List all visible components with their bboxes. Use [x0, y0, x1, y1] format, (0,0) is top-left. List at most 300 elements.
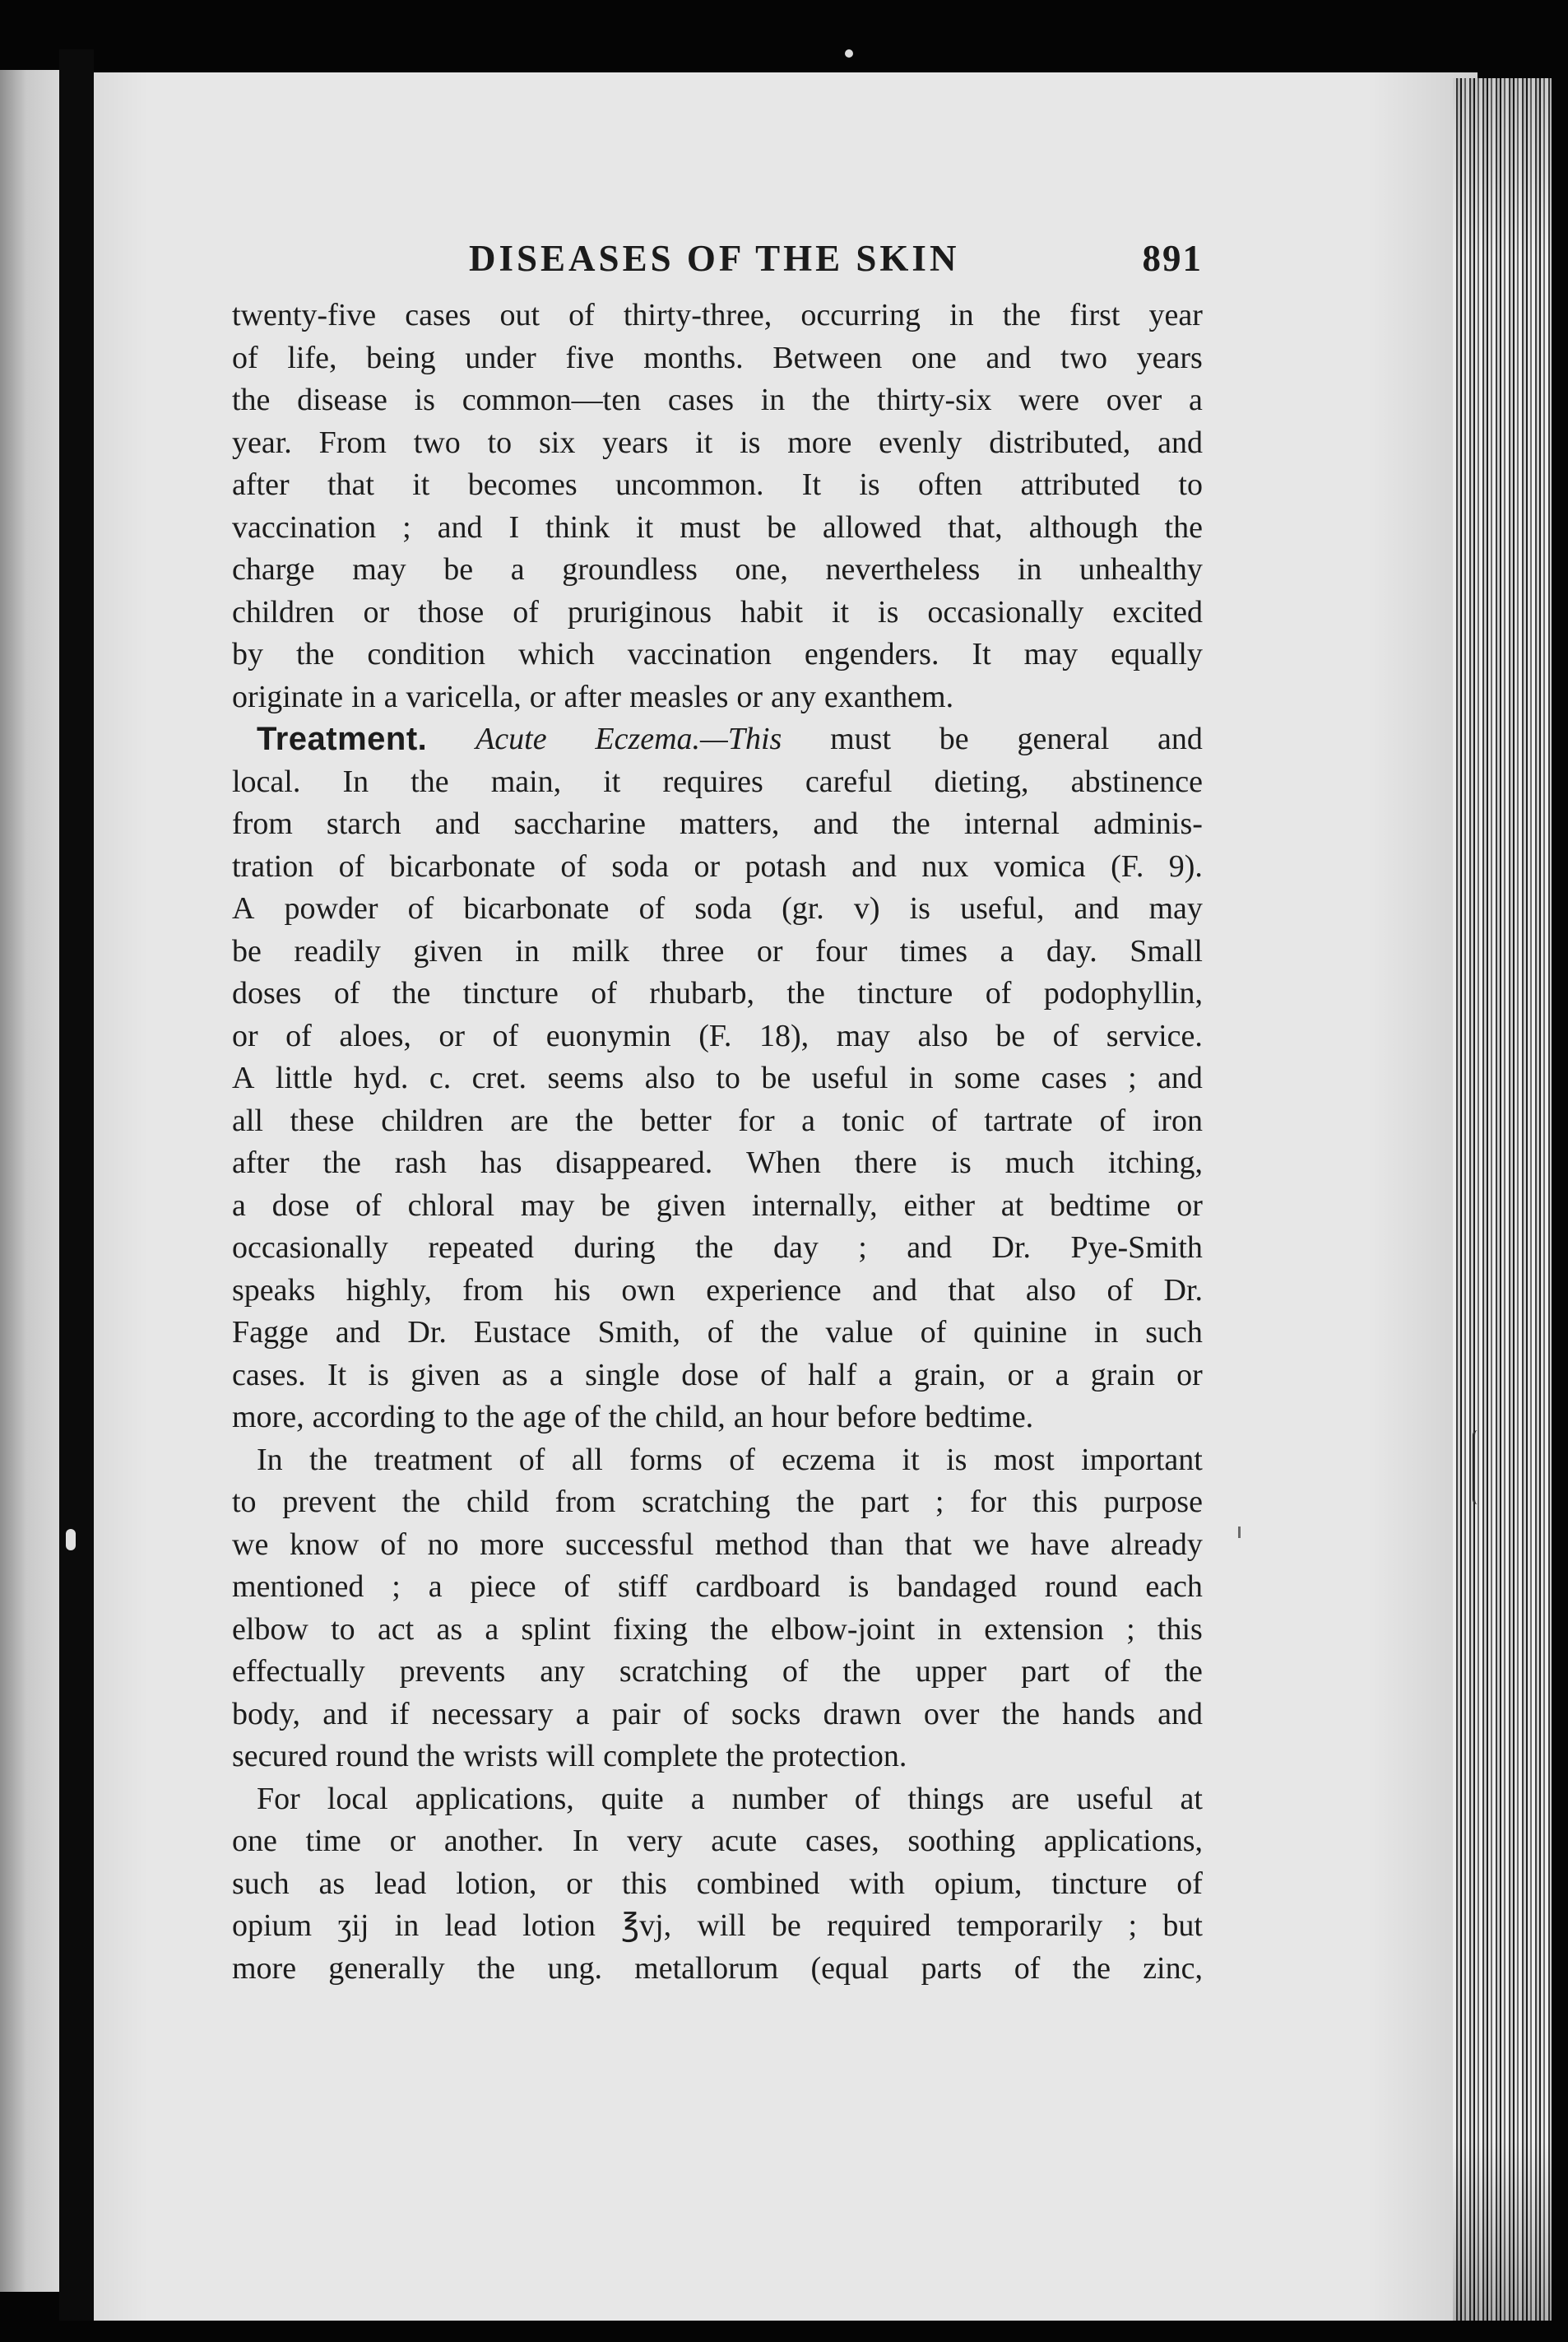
word: grain, [913, 1357, 986, 1392]
word: over [923, 1696, 980, 1731]
word: another. [443, 1824, 545, 1858]
text-line [232, 1609, 1203, 1652]
word: at [1000, 1187, 1024, 1223]
word: round [1044, 1569, 1118, 1604]
word: a [1055, 1357, 1069, 1392]
word: evenly [879, 425, 963, 460]
word: be [767, 509, 796, 545]
word: of [931, 1103, 958, 1138]
word: as [436, 1611, 463, 1647]
word: some [953, 1061, 1021, 1095]
word: of [564, 1569, 591, 1604]
word: excited [1112, 594, 1203, 630]
word: rhubarb, [649, 976, 754, 1011]
word: day. [1046, 933, 1097, 969]
text-line [232, 1355, 1203, 1397]
word: part [861, 1485, 910, 1519]
word: elbow-joint [770, 1611, 916, 1647]
text-line [232, 1566, 1203, 1609]
word: scratching [619, 1654, 749, 1689]
text-line [232, 507, 1203, 550]
word: years [602, 425, 669, 460]
word: doses [232, 976, 302, 1011]
word: be [761, 1061, 791, 1095]
word: that [948, 1272, 995, 1308]
word: treatment [373, 1442, 493, 1477]
word: the [1072, 1950, 1111, 1986]
word: such [232, 1866, 290, 1901]
word: upper [915, 1654, 987, 1689]
word: occasionally [927, 594, 1084, 630]
word: that [904, 1526, 952, 1562]
word: vaccination [627, 637, 772, 671]
word: the [416, 1739, 456, 1773]
word: at [1180, 1781, 1203, 1816]
word: to [232, 1485, 257, 1519]
word: and [434, 806, 480, 841]
word: part [1021, 1654, 1070, 1689]
text-line [232, 1227, 1203, 1270]
word: bicarbonate [463, 891, 610, 926]
text-line [232, 1905, 1203, 1948]
text-line [232, 1142, 1203, 1185]
word: secured [232, 1739, 328, 1773]
word: Fagge [232, 1315, 308, 1350]
word: three [661, 933, 725, 969]
word: of [492, 1018, 519, 1053]
word: also [644, 1061, 695, 1095]
word: in [515, 933, 540, 969]
word: (gr. [782, 891, 824, 926]
text-line [232, 803, 1203, 846]
word: own [621, 1272, 675, 1308]
text-line [232, 718, 1203, 761]
word: be [939, 722, 969, 756]
word: of [285, 1018, 312, 1053]
text-line [232, 846, 1203, 889]
word: v) [853, 891, 880, 926]
word: starch [326, 806, 401, 841]
word: occasionally [232, 1230, 388, 1265]
word: wrists [463, 1739, 538, 1773]
word: it [636, 509, 654, 545]
word: years [1136, 340, 1203, 375]
word: value [825, 1315, 893, 1350]
word: more [232, 1950, 297, 1986]
text-line [232, 931, 1203, 974]
word: such [1145, 1315, 1203, 1350]
word: the [309, 1442, 348, 1477]
word: a [690, 1781, 705, 1816]
word: most [993, 1442, 1055, 1477]
word: be [232, 933, 262, 969]
word: one [911, 340, 957, 375]
word: ; [858, 1230, 867, 1265]
word: elbow [232, 1611, 308, 1647]
word: originate [232, 679, 344, 714]
word: splint [521, 1611, 591, 1647]
word: for [970, 1485, 1007, 1519]
word: the [392, 976, 431, 1011]
margin-mark [66, 1529, 76, 1550]
word: or [232, 1018, 258, 1053]
word: body, [232, 1696, 301, 1731]
word: c. [429, 1061, 452, 1095]
word: matters, [680, 806, 780, 841]
word: being [366, 340, 436, 375]
word: combined [696, 1866, 820, 1901]
word: and [1074, 891, 1120, 926]
word: than [829, 1526, 884, 1562]
word: after [232, 1145, 290, 1180]
word: ; [1128, 1908, 1138, 1943]
word: that [327, 467, 374, 502]
word: or [389, 1824, 416, 1858]
word: day [772, 1230, 819, 1265]
word: of [1014, 1950, 1041, 1986]
word: more, [232, 1400, 304, 1434]
word: which [517, 637, 595, 671]
word: in [908, 1061, 934, 1095]
word: metallorum [634, 1950, 779, 1986]
word: engenders. [804, 637, 939, 671]
word: child, [655, 1400, 726, 1434]
word: either [903, 1187, 975, 1223]
word: be [995, 1018, 1026, 1053]
word: cases. [232, 1357, 306, 1392]
word: quinine [973, 1315, 1068, 1350]
word: is [946, 1442, 967, 1477]
text-line [232, 1481, 1203, 1524]
word: becomes [467, 467, 578, 502]
word: the [322, 1145, 361, 1180]
word: prevent [282, 1485, 377, 1519]
word: soda [611, 848, 670, 884]
word: forms [629, 1442, 703, 1477]
word: of [920, 1315, 947, 1350]
word: the [796, 1485, 835, 1519]
word: from [232, 806, 293, 841]
word: an [733, 1400, 763, 1434]
word: chloral [407, 1187, 495, 1223]
word: ; [392, 1569, 401, 1604]
word: will [545, 1739, 596, 1773]
word: local [327, 1781, 388, 1816]
word: is [414, 383, 435, 417]
word: the [1164, 1654, 1203, 1689]
word: a [1189, 383, 1203, 417]
word: of [518, 1442, 545, 1477]
word: as [501, 1357, 528, 1392]
text-line [232, 1312, 1203, 1355]
word: acute [711, 1824, 777, 1858]
word: as [318, 1866, 346, 1901]
word: under [465, 340, 536, 375]
word: charge [232, 552, 315, 587]
word: a [575, 1696, 590, 1731]
word: opium, [934, 1866, 1023, 1901]
word: his [554, 1272, 591, 1308]
word: half [808, 1357, 857, 1392]
word: in [394, 1908, 420, 1943]
word: of [1052, 1018, 1079, 1053]
word: adminis- [1092, 806, 1203, 841]
word: a [549, 1357, 564, 1392]
word: is [368, 1357, 389, 1392]
word: ung. [547, 1950, 602, 1986]
word: is [740, 425, 761, 460]
word: there [854, 1145, 917, 1180]
word: tincture [857, 976, 953, 1011]
word: of [1099, 1103, 1126, 1138]
word: months. [643, 340, 744, 375]
word: single [585, 1357, 660, 1392]
word: nux [921, 848, 969, 884]
word: of [760, 1357, 786, 1392]
word: must [830, 722, 892, 756]
word: or [363, 594, 390, 630]
word: a [1000, 933, 1014, 969]
word: habit [740, 594, 804, 630]
word: for [738, 1103, 775, 1138]
word: also [1025, 1272, 1077, 1308]
word: occurring [800, 298, 921, 332]
word: it [603, 764, 621, 799]
word: When [746, 1145, 821, 1180]
word: the [842, 1654, 881, 1689]
word: Dr. [991, 1230, 1032, 1265]
word: extension [984, 1611, 1104, 1647]
word: potash [745, 848, 827, 884]
word: or [1007, 1357, 1034, 1392]
word: main, [490, 764, 562, 799]
word: we [232, 1526, 269, 1562]
word: no [427, 1526, 459, 1562]
word: the [892, 806, 930, 841]
word: It [327, 1357, 347, 1392]
word: saccharine [513, 806, 646, 841]
word: during [573, 1230, 656, 1265]
text-line [232, 1778, 1203, 1821]
word: important [1081, 1442, 1203, 1477]
word: powder [284, 891, 378, 926]
word: For [257, 1781, 300, 1816]
word: attributed [1020, 467, 1141, 502]
word: euonymin [545, 1018, 671, 1053]
word: in [1017, 552, 1042, 587]
word: although [1028, 509, 1139, 545]
text-line [232, 761, 1203, 804]
word: of [854, 1781, 881, 1816]
word: requires [662, 764, 763, 799]
word: is [909, 891, 930, 926]
word: in [949, 298, 974, 332]
word: dose [271, 1187, 330, 1223]
word: 18), [758, 1018, 810, 1053]
word: the [812, 383, 851, 417]
word: Eustace [473, 1315, 571, 1350]
word: year [1148, 298, 1203, 332]
word: the [1001, 1696, 1041, 1731]
word: more [787, 425, 852, 460]
word: of [591, 976, 617, 1011]
word: any [771, 679, 816, 714]
word: of [1176, 1866, 1203, 1901]
word: careful [805, 764, 893, 799]
word: hands [1062, 1696, 1135, 1731]
word: ℥vj, [621, 1908, 672, 1943]
word: of [1103, 1654, 1130, 1689]
word: may [1023, 637, 1079, 671]
dust-speck [845, 49, 853, 58]
word: and [322, 1696, 369, 1731]
word: In [572, 1824, 599, 1858]
word: the [295, 637, 335, 671]
word: distributed, [989, 425, 1131, 460]
word: nevertheless [825, 552, 981, 587]
word: local. [232, 764, 301, 799]
text-line [232, 379, 1203, 422]
word: is [848, 1569, 870, 1604]
word: unhealthy [1079, 552, 1203, 587]
word: is [859, 467, 880, 502]
text-line [232, 1863, 1203, 1906]
word: or [438, 1018, 466, 1053]
word: better [640, 1103, 712, 1138]
word: ʒij [337, 1908, 369, 1943]
left-page-edge [0, 70, 59, 2292]
word: It [801, 467, 822, 502]
word: given [411, 1357, 480, 1392]
word: of [232, 340, 258, 375]
word: general [1017, 722, 1110, 756]
word: to [331, 1611, 355, 1647]
word: zinc, [1143, 1950, 1203, 1986]
word: times [899, 933, 968, 969]
running-head-title: DISEASES OF THE SKIN [469, 238, 960, 279]
word: A [232, 1061, 255, 1095]
word: the [1002, 298, 1041, 332]
word: mentioned [232, 1569, 364, 1604]
word: effectually [232, 1654, 365, 1689]
word: two [413, 425, 461, 460]
word: a [510, 552, 525, 587]
word: fixing [613, 1611, 689, 1647]
word: the [726, 1739, 764, 1773]
word: Dr. [1163, 1272, 1203, 1308]
word: bandaged [897, 1569, 1017, 1604]
word: from [554, 1485, 616, 1519]
word: already [1111, 1526, 1203, 1562]
word: any [540, 1654, 586, 1689]
word: equally [1111, 637, 1203, 671]
word: (F. [1111, 848, 1144, 884]
word: in [760, 383, 786, 417]
word: method [715, 1526, 809, 1562]
text-line [232, 422, 1203, 465]
word: number [731, 1781, 828, 1816]
word: given [656, 1187, 726, 1223]
word: the [760, 1315, 799, 1350]
word: the [401, 1485, 441, 1519]
word: year. [232, 425, 292, 460]
word: in [937, 1611, 962, 1647]
word: one [232, 1824, 277, 1858]
word: be [771, 1908, 801, 1943]
word: cret. [471, 1061, 527, 1095]
word: have [1030, 1526, 1090, 1562]
word: must [680, 509, 741, 545]
word: service. [1106, 1018, 1203, 1053]
word: is [950, 1145, 972, 1180]
word: of [407, 891, 434, 926]
word: vaccination [232, 509, 377, 545]
word: ; [935, 1485, 944, 1519]
word: may [1148, 891, 1203, 926]
word: children [381, 1103, 484, 1138]
word: one, [735, 552, 788, 587]
word: or [529, 679, 556, 714]
word: exanthem. [823, 679, 954, 714]
word: internally, [752, 1187, 878, 1223]
word: the [710, 1611, 749, 1647]
running-head [232, 237, 1203, 295]
word: the [411, 764, 449, 799]
word: speaks [232, 1272, 316, 1308]
word: are [510, 1103, 549, 1138]
word: very [627, 1824, 683, 1858]
word: of [729, 1442, 755, 1477]
word: age [522, 1400, 567, 1434]
word: parts [921, 1950, 982, 1986]
word: repeated [428, 1230, 535, 1265]
text-line [232, 973, 1203, 1015]
word: things [907, 1781, 985, 1816]
text-line [232, 1396, 1203, 1439]
word: experience [706, 1272, 842, 1308]
word: of [683, 1696, 709, 1731]
word: six [538, 425, 576, 460]
word: each [1145, 1569, 1203, 1604]
gutter-shadow [59, 49, 94, 2321]
word: but [1162, 1908, 1203, 1943]
word: child [466, 1485, 529, 1519]
word: and [986, 340, 1032, 375]
word: applications, [415, 1781, 574, 1816]
word: and [1157, 722, 1203, 756]
word: are [1011, 1781, 1050, 1816]
word: hyd. [353, 1061, 409, 1095]
text-line [232, 888, 1203, 931]
word: iron [1152, 1103, 1203, 1138]
body-text [232, 295, 1203, 1990]
word: necessary [431, 1696, 554, 1731]
word: a [232, 1187, 246, 1223]
text-line [232, 1694, 1203, 1736]
word: pruriginous [567, 594, 712, 630]
word: over [1106, 383, 1162, 417]
word: of [574, 1400, 601, 1434]
word: may [520, 1187, 575, 1223]
text-line [232, 1185, 1203, 1228]
word: aloes, [339, 1018, 411, 1053]
word: it [695, 425, 713, 460]
word: uncommon. [615, 467, 764, 502]
word: of [707, 1315, 734, 1350]
word: lead [444, 1908, 497, 1943]
text-line [232, 1736, 1203, 1778]
word: I [508, 509, 520, 545]
